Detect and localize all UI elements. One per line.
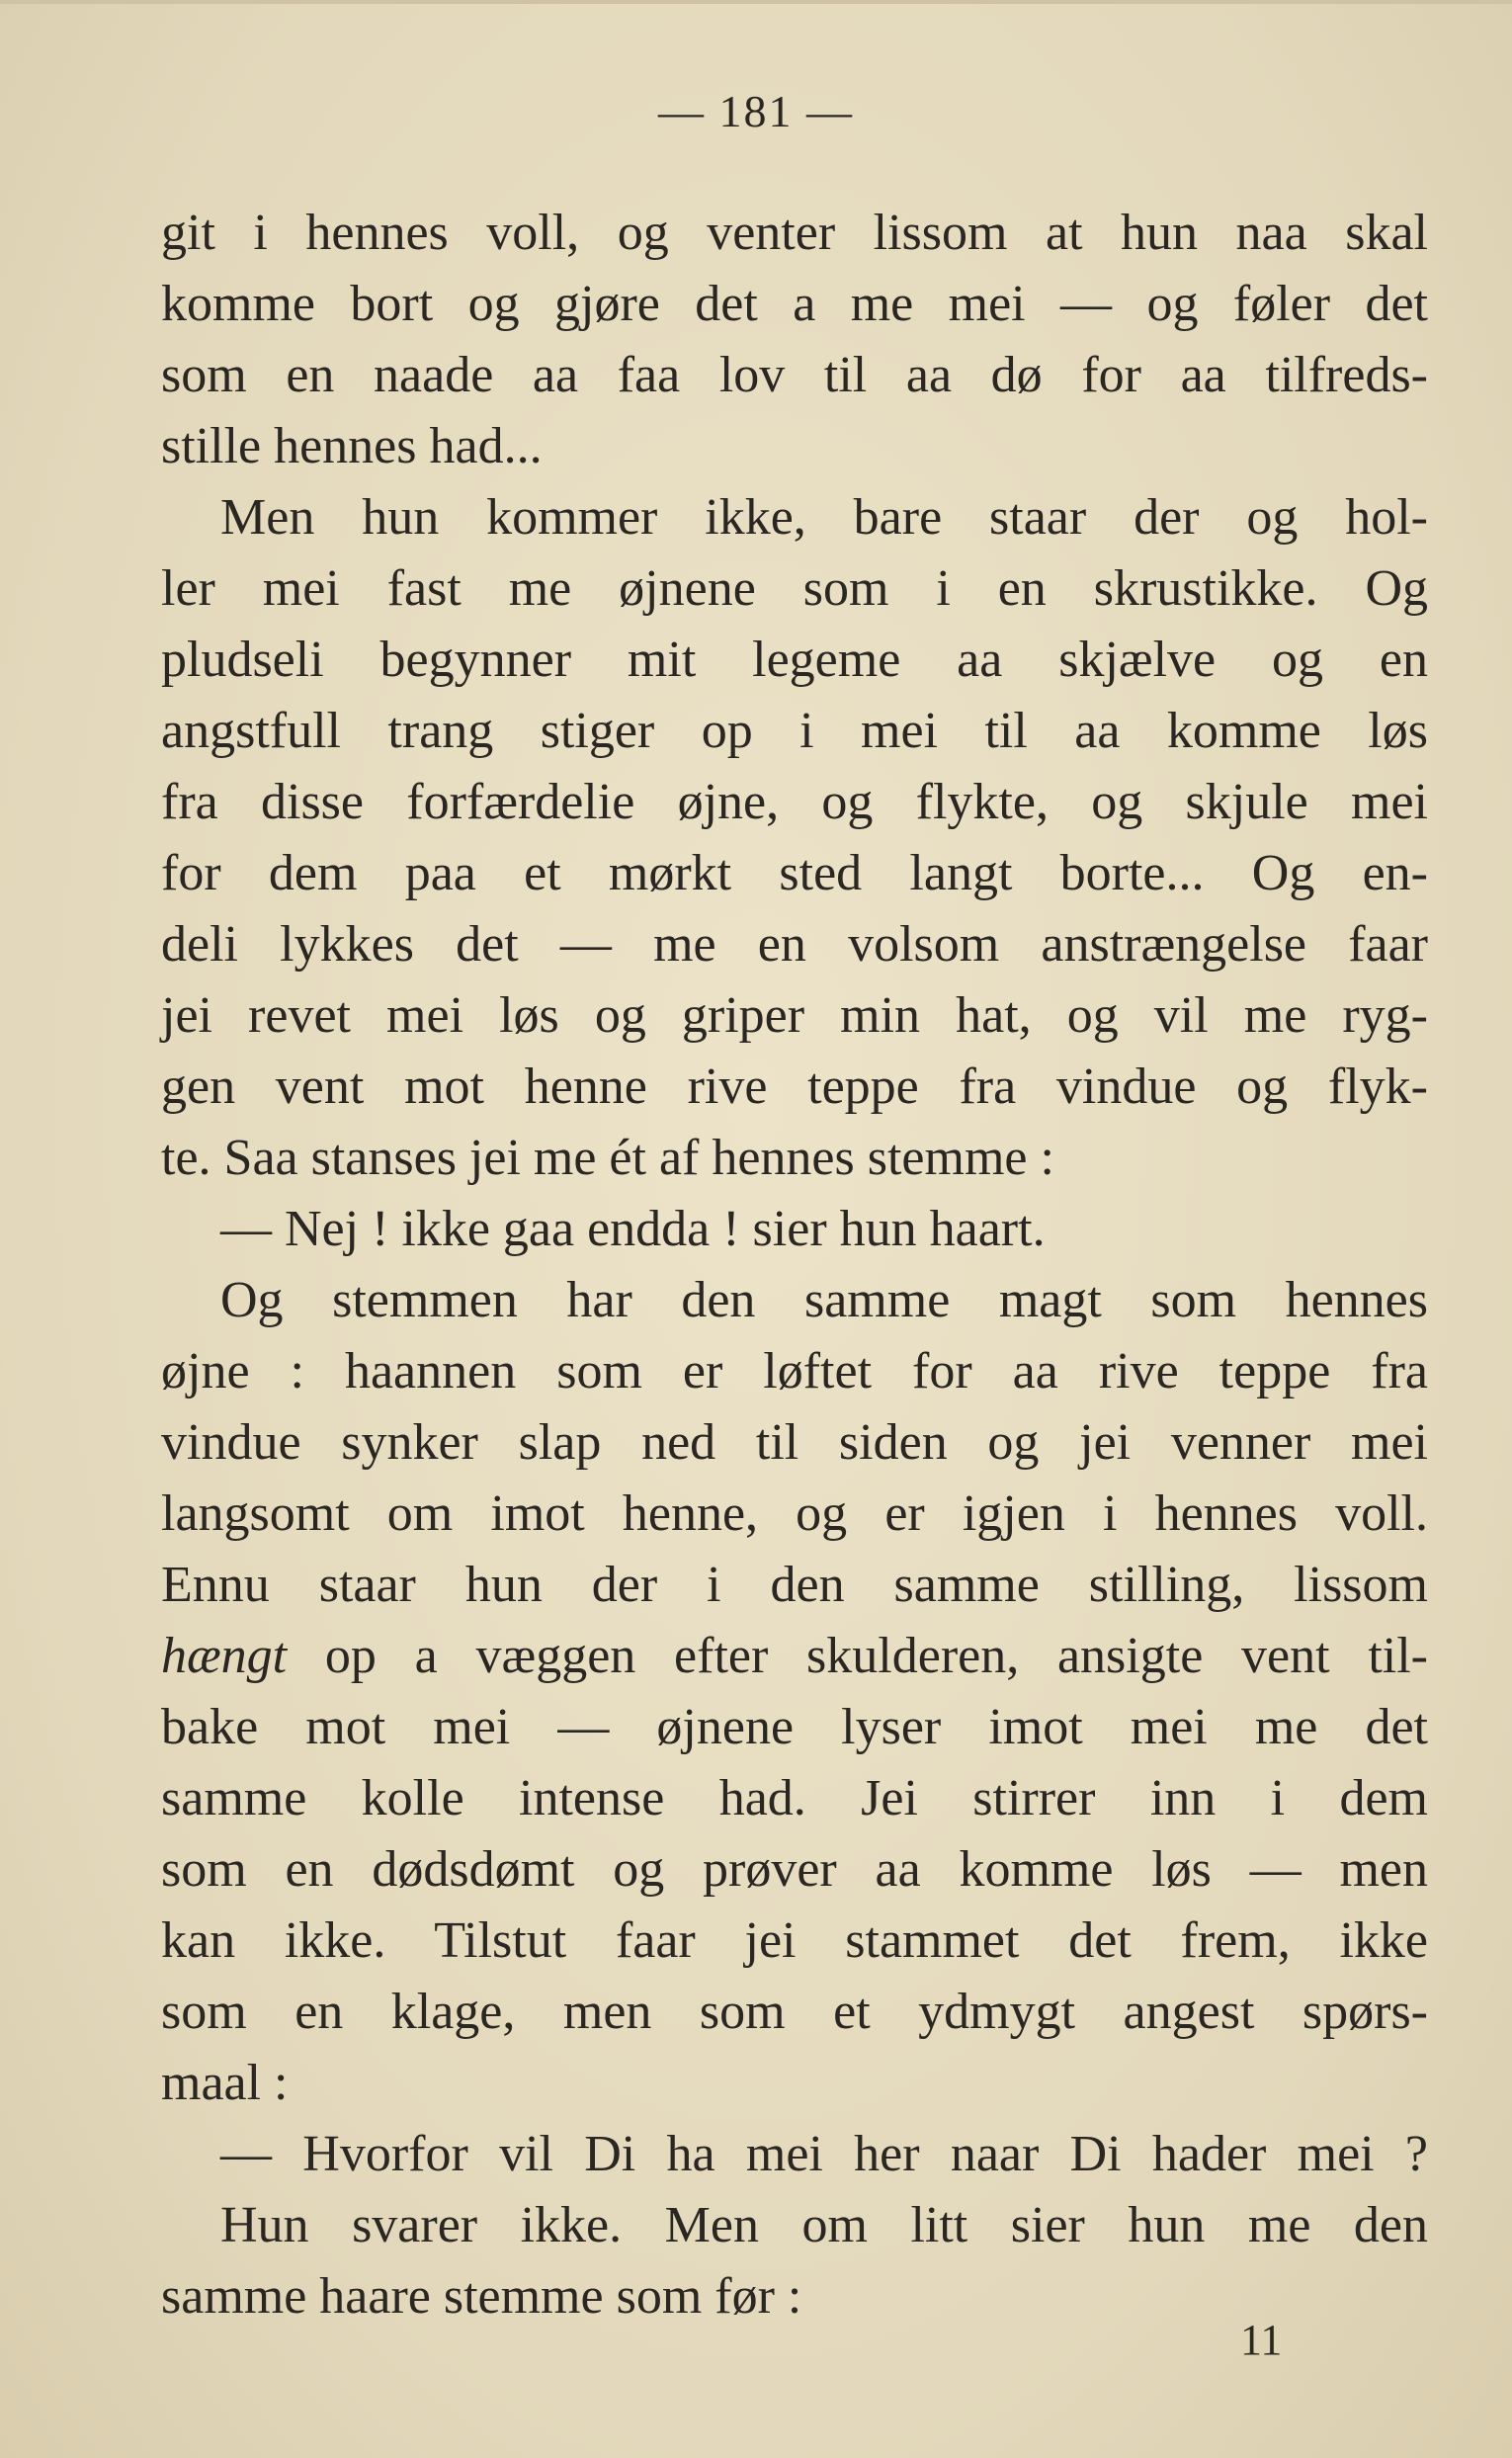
text-line: gen vent mot henne rive teppe fra vindue og flyk- — [161, 1059, 1428, 1115]
text-line: jei revet mei løs og griper min hat, og vil me ryg- — [161, 987, 1428, 1044]
signature-mark: 11 — [1240, 2316, 1283, 2364]
text-line: øjne : haannen som er løftet for aa rive teppe fra — [161, 1343, 1428, 1399]
text-line: langsomt om imot henne, og er igjen i hennes voll. — [161, 1485, 1428, 1542]
text-line: maal : — [161, 2055, 289, 2111]
page-number: — 181 — — [658, 86, 854, 136]
text-line: — Hvorfor vil Di ha mei her naar Di hader mei ? — [220, 2126, 1428, 2182]
text-line: Men hun kommer ikke, bare staar der og hol- — [220, 489, 1428, 546]
page-top-edge — [0, 0, 1512, 4]
text-line-with-italic — [161, 1621, 1428, 1692]
text-line: kan ikke. Tilstut faar jei stammet det frem, ikke — [161, 1912, 1428, 1969]
text-line: Hun svarer ikke. Men om litt sier hun me den — [220, 2197, 1428, 2253]
text-line: deli lykkes det — me en volsom anstrængelse faar — [161, 916, 1428, 973]
text-line: komme bort og gjøre det a me mei — og føler det — [161, 276, 1428, 332]
italic-word: hængt — [161, 1628, 288, 1684]
text-line: pludseli begynner mit legeme aa skjælve og en — [161, 632, 1428, 688]
text-line: som en naade aa faa lov til aa dø for aa tilfreds- — [161, 347, 1428, 403]
text-line: for dem paa et mørkt sted langt borte... Og en- — [161, 845, 1428, 901]
text-line: samme kolle intense had. Jei stirrer inn i dem — [161, 1770, 1428, 1826]
text-line: stille hennes had... — [161, 418, 543, 474]
text-line: ler mei fast me øjnene som i en skrustikke. Og — [161, 560, 1428, 617]
text-line: te. Saa stanses jei me ét af hennes stemme : — [161, 1130, 1054, 1186]
text-line: angstfull trang stiger op i mei til aa komme løs — [161, 703, 1428, 759]
text-line: Og stemmen har den samme magt som hennes — [220, 1272, 1428, 1328]
text-line: som en dødsdømt og prøver aa komme løs — men — [161, 1841, 1428, 1898]
text-line: samme haare stemme som før : — [161, 2268, 802, 2325]
body-text — [161, 198, 1428, 2332]
text-line: som en klage, men som et ydmygt angest spørs- — [161, 1984, 1428, 2040]
text-line: git i hennes voll, og venter lissom at hun naa skal — [161, 205, 1428, 261]
text-line-rest: op a væggen efter skulderen, ansigte vent til- — [324, 1628, 1428, 1684]
text-line: vindue synker slap ned til siden og jei venner mei — [161, 1414, 1428, 1471]
text-line: bake mot mei — øjnene lyser imot mei me det — [161, 1699, 1428, 1755]
text-line: — Nej ! ikke gaa endda ! sier hun haart. — [220, 1201, 1046, 1257]
text-line: Ennu staar hun der i den samme stilling, lissom — [161, 1557, 1428, 1613]
text-line: fra disse forfærdelie øjne, og flykte, og skjule mei — [161, 774, 1428, 830]
